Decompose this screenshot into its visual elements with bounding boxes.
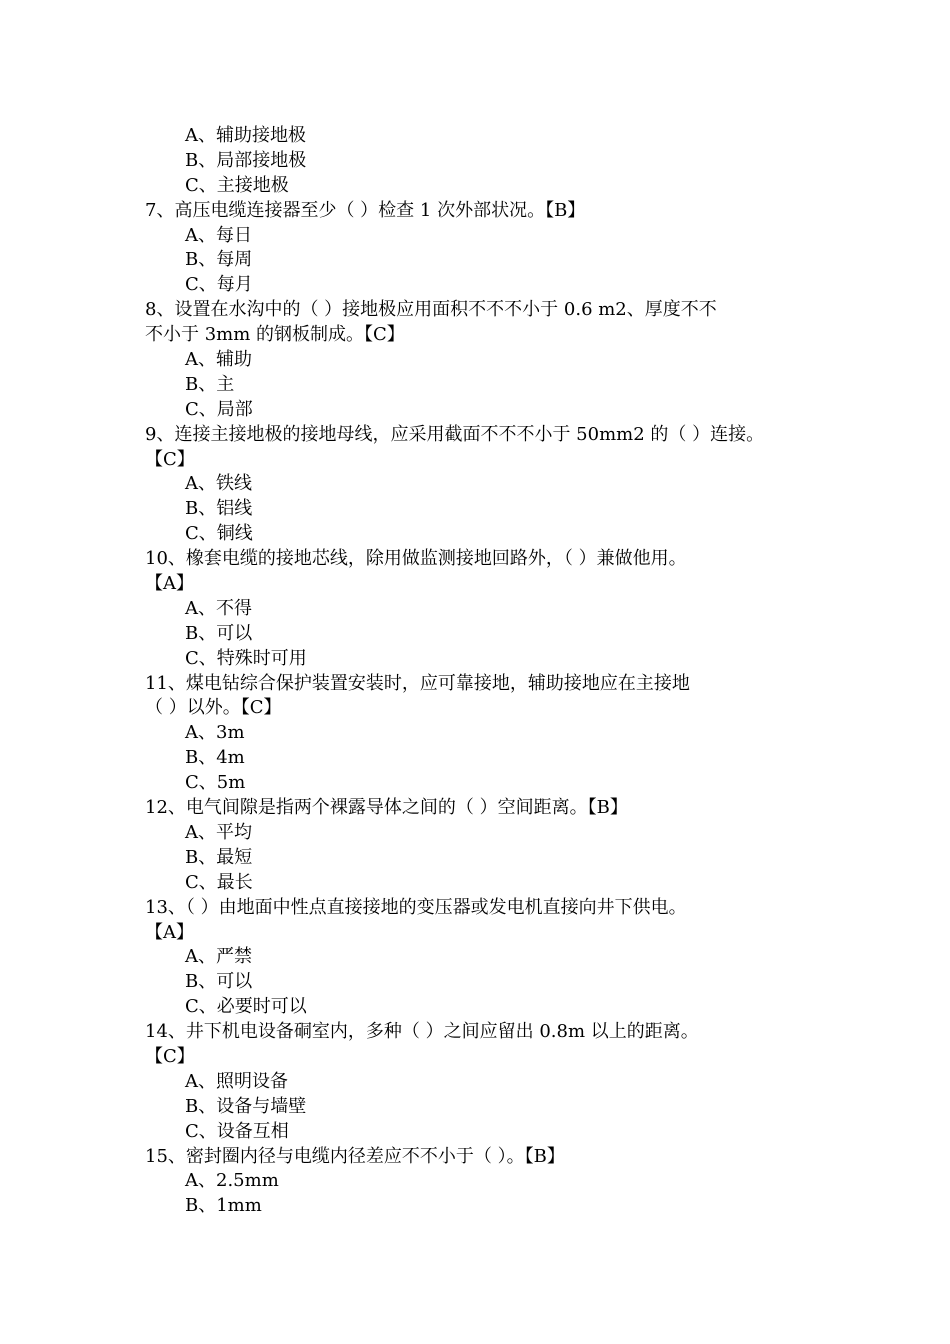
answer-option: A、辅助接地极 [185,125,306,146]
answer-option: B、可以 [185,622,253,644]
answer-option: B、主 [185,373,235,395]
answer-option: B、设备与墙壁 [185,1095,307,1117]
answer-option: A、不得 [185,597,252,619]
question-text: 7、高压电缆连接器至少（ ）检查 1 次外部状况。【B】 [145,199,586,221]
answer-option: A、每日 [185,224,252,246]
answer-option: C、每月 [185,274,253,296]
answer-option: B、4m [185,747,245,769]
answer-option: B、1mm [185,1195,262,1217]
question-text: 8、设置在水沟中的（ ）接地极应用面积不不不小于 0.6 m2、厚度不不 [145,299,717,321]
answer-option: A、平均 [185,821,252,843]
question-text: 13、（ ）由地面中性点直接接地的变压器或发电机直接向井下供电。 [145,896,687,918]
question-text: （ ）以外。【C】 [145,697,282,719]
answer-option: C、铜线 [185,523,253,545]
answer-option: B、可以 [185,971,253,993]
answer-option: C、5m [185,772,246,794]
answer-option: B、局部接地极 [185,149,307,171]
answer-option: B、最短 [185,846,253,868]
answer-option: A、2.5mm [185,1170,279,1192]
question-text: 【C】 [145,1045,195,1067]
answer-option: C、特殊时可用 [185,647,307,669]
answer-option: C、最长 [185,871,253,893]
question-text: 11、煤电钻综合保护装置安装时，应可靠接地，辅助接地应在主接地 [145,672,690,694]
answer-option: A、辅助 [185,349,252,371]
question-text: 【C】 [145,448,195,470]
answer-option: C、设备互相 [185,1120,289,1142]
question-text: 14、井下机电设备硐室内，多种（ ）之间应留出 0.8m 以上的距离。 [145,1021,699,1043]
answer-option: C、必要时可以 [185,996,307,1018]
answer-option: A、照明设备 [185,1070,288,1092]
answer-option: A、3m [185,722,245,744]
question-text: 【A】 [145,921,194,943]
answer-option: A、严禁 [185,946,252,968]
question-text: 不小于 3mm 的钢板制成。【C】 [145,324,405,346]
answer-option: A、铁线 [185,473,252,495]
question-list [145,124,835,1219]
question-text: 12、电气间隙是指两个裸露导体之间的（ ）空间距离。【B】 [145,797,628,819]
answer-option: B、每周 [185,249,253,271]
question-text: 9、连接主接地极的接地母线，应采用截面不不不小于 50mm2 的（ ）连接。 [145,423,765,445]
answer-option: C、局部 [185,398,253,420]
question-text: 15、密封圈内径与电缆内径差应不不小于（ ）。【B】 [145,1145,565,1167]
answer-option: C、主接地极 [185,174,289,196]
question-text: 【A】 [145,573,194,595]
question-text: 10、橡套电缆的接地芯线，除用做监测接地回路外，（ ）兼做他用。 [145,548,687,570]
answer-option: B、铝线 [185,498,253,520]
